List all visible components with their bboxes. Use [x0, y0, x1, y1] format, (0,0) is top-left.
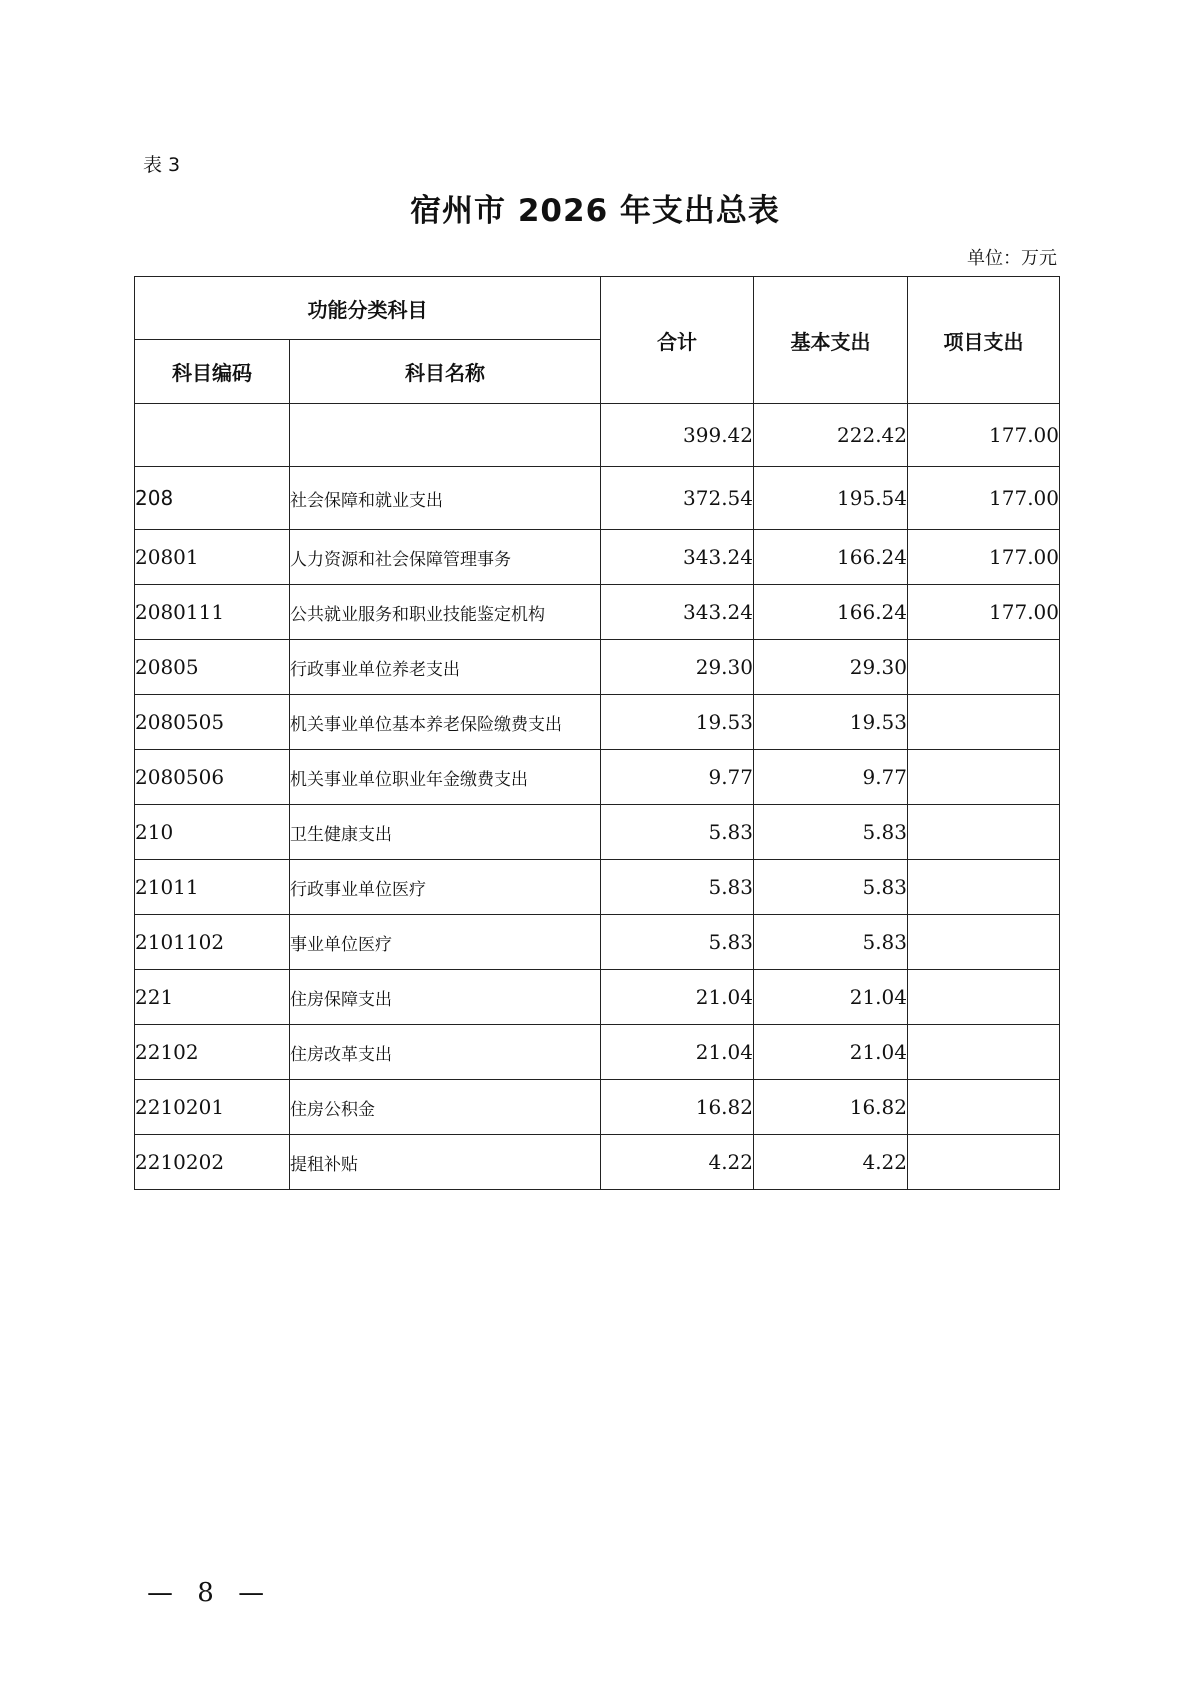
cell-project: 177.00	[908, 404, 1060, 467]
header-total: 合计	[601, 277, 754, 404]
cell-project	[908, 1135, 1060, 1190]
cell-name: 行政事业单位医疗	[290, 860, 601, 915]
cell-basic: 195.54	[754, 467, 908, 530]
table-row	[135, 1025, 1060, 1080]
cell-total: 4.22	[601, 1135, 754, 1190]
cell-total: 29.30	[601, 640, 754, 695]
cell-name	[290, 404, 601, 467]
cell-project	[908, 860, 1060, 915]
cell-total: 9.77	[601, 750, 754, 805]
cell-total: 5.83	[601, 860, 754, 915]
cell-total: 343.24	[601, 530, 754, 585]
cell-code: 20801	[135, 530, 290, 585]
header-name: 科目名称	[290, 340, 601, 404]
cell-name: 提租补贴	[290, 1135, 601, 1190]
cell-name: 住房改革支出	[290, 1025, 601, 1080]
header-project: 项目支出	[908, 277, 1060, 404]
cell-total: 21.04	[601, 1025, 754, 1080]
cell-basic: 222.42	[754, 404, 908, 467]
cell-basic: 16.82	[754, 1080, 908, 1135]
cell-code: 2101102	[135, 915, 290, 970]
cell-project	[908, 915, 1060, 970]
cell-total: 21.04	[601, 970, 754, 1025]
cell-code: 20805	[135, 640, 290, 695]
cell-name: 公共就业服务和职业技能鉴定机构	[290, 585, 601, 640]
table-row	[135, 970, 1060, 1025]
header-basic: 基本支出	[754, 277, 908, 404]
unit-note: 单位：万元	[967, 248, 1057, 269]
page-title: 宿州市 2026 年支出总表	[410, 193, 780, 229]
cell-project: 177.00	[908, 467, 1060, 530]
cell-project	[908, 695, 1060, 750]
total-row	[135, 404, 1060, 467]
cell-code: 2210202	[135, 1135, 290, 1190]
cell-basic: 21.04	[754, 1025, 908, 1080]
cell-name: 机关事业单位职业年金缴费支出	[290, 750, 601, 805]
cell-project	[908, 750, 1060, 805]
header-category: 功能分类科目	[135, 277, 601, 340]
cell-project	[908, 805, 1060, 860]
table-row	[135, 695, 1060, 750]
cell-basic: 166.24	[754, 585, 908, 640]
table-row	[135, 1080, 1060, 1135]
table-row	[135, 915, 1060, 970]
cell-code: 208	[135, 467, 290, 530]
cell-code: 21011	[135, 860, 290, 915]
cell-project	[908, 640, 1060, 695]
table-row	[135, 530, 1060, 585]
header-code: 科目编码	[135, 340, 290, 404]
cell-total: 372.54	[601, 467, 754, 530]
footer-dash-right: —	[238, 1578, 265, 1608]
table-row	[135, 585, 1060, 640]
cell-basic: 166.24	[754, 530, 908, 585]
cell-total: 343.24	[601, 585, 754, 640]
expenditure-table	[134, 276, 1060, 1190]
page-number: 8	[197, 1578, 214, 1608]
cell-basic: 5.83	[754, 805, 908, 860]
cell-name: 机关事业单位基本养老保险缴费支出	[290, 695, 601, 750]
table-row	[135, 1135, 1060, 1190]
cell-code	[135, 404, 290, 467]
table-row	[135, 750, 1060, 805]
cell-basic: 29.30	[754, 640, 908, 695]
cell-code: 2080505	[135, 695, 290, 750]
cell-basic: 5.83	[754, 915, 908, 970]
footer-dash-left: —	[147, 1578, 173, 1608]
table-row	[135, 805, 1060, 860]
table-label: 表 3	[143, 154, 181, 176]
cell-basic: 4.22	[754, 1135, 908, 1190]
cell-code: 2080111	[135, 585, 290, 640]
cell-project: 177.00	[908, 530, 1060, 585]
cell-total: 399.42	[601, 404, 754, 467]
cell-project	[908, 970, 1060, 1025]
table-row	[135, 860, 1060, 915]
cell-total: 5.83	[601, 805, 754, 860]
cell-project: 177.00	[908, 585, 1060, 640]
cell-name: 住房公积金	[290, 1080, 601, 1135]
cell-project	[908, 1080, 1060, 1135]
page-footer	[147, 1578, 264, 1608]
cell-total: 5.83	[601, 915, 754, 970]
cell-name: 行政事业单位养老支出	[290, 640, 601, 695]
cell-basic: 19.53	[754, 695, 908, 750]
cell-total: 16.82	[601, 1080, 754, 1135]
cell-basic: 5.83	[754, 860, 908, 915]
cell-code: 2080506	[135, 750, 290, 805]
cell-name: 卫生健康支出	[290, 805, 601, 860]
cell-code: 221	[135, 970, 290, 1025]
cell-basic: 9.77	[754, 750, 908, 805]
cell-code: 210	[135, 805, 290, 860]
cell-code: 2210201	[135, 1080, 290, 1135]
cell-project	[908, 1025, 1060, 1080]
table-row	[135, 640, 1060, 695]
cell-name: 社会保障和就业支出	[290, 467, 601, 530]
cell-code: 22102	[135, 1025, 290, 1080]
cell-basic: 21.04	[754, 970, 908, 1025]
cell-total: 19.53	[601, 695, 754, 750]
cell-name: 住房保障支出	[290, 970, 601, 1025]
cell-name: 事业单位医疗	[290, 915, 601, 970]
cell-name: 人力资源和社会保障管理事务	[290, 530, 601, 585]
table-row	[135, 467, 1060, 530]
